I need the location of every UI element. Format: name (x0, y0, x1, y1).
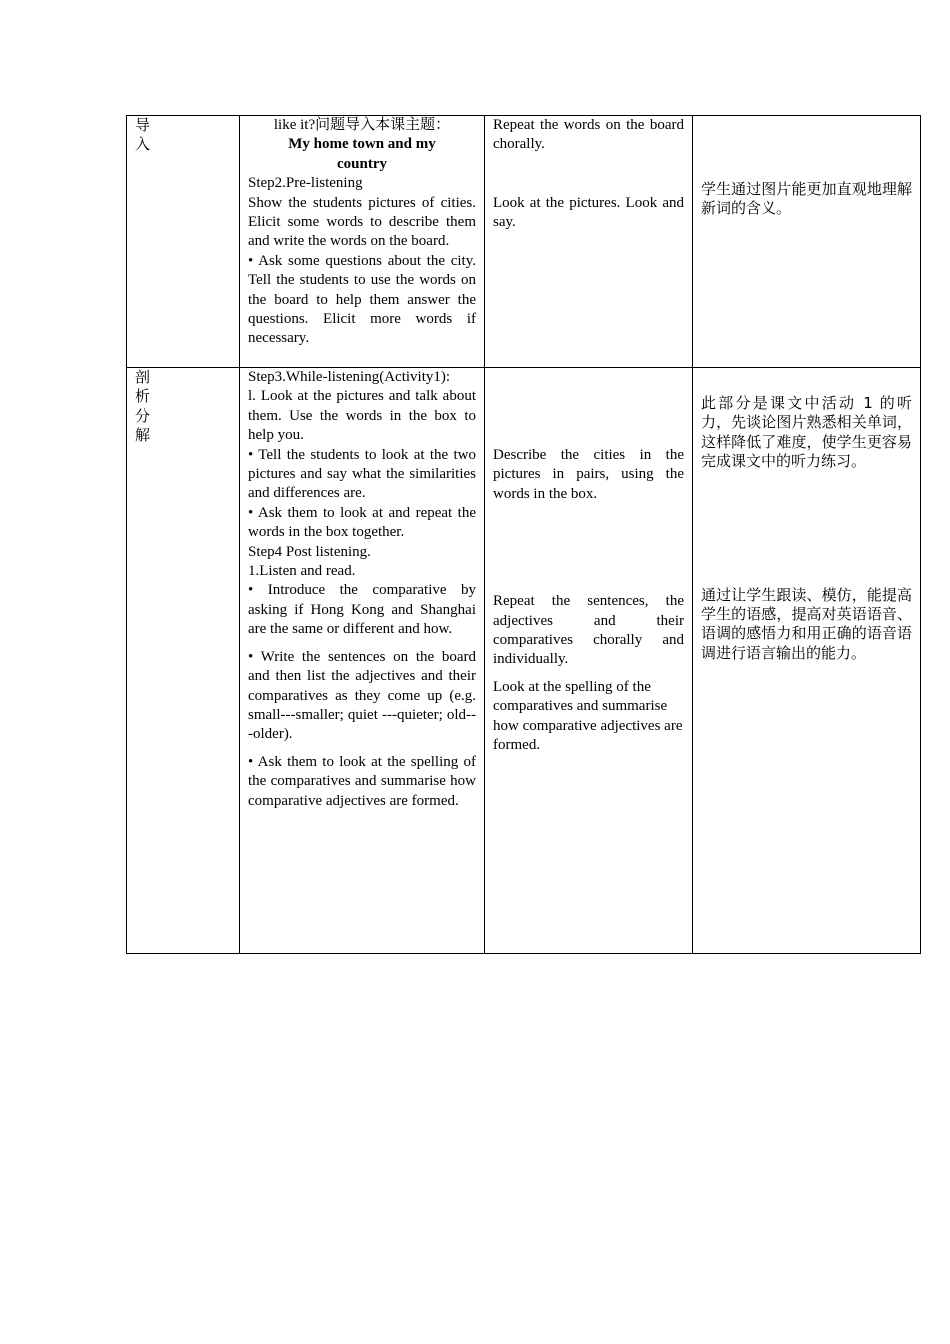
step-body: Show the students pictures of cities. Elicit some words to describe them and write the words on the board. (248, 194, 476, 250)
step-bullet: • Ask them to look at and repeat the words in the box together. (248, 504, 476, 541)
table-row (127, 368, 921, 954)
student-activity: Look at the pictures. Look and say. (493, 194, 684, 231)
topic-line: country (337, 155, 387, 172)
stage-cell (127, 368, 240, 954)
table-row (127, 116, 921, 368)
purpose-text: 通过让学生跟读、模仿，能提高学生的语感，提高对英语语音、语调的感悟力和用正确的语音语调进行语言输出的能力。 (701, 585, 912, 662)
step-title: Step3.While-listening(Activity1): (248, 369, 451, 385)
intro-line: like it?问题导入本课主题： (273, 117, 451, 133)
step-title: Step4 Post listening. (248, 543, 371, 560)
purpose-text: 此部分是课文中活动 1 的听力，先谈论图片熟悉相关单词，这样降低了难度，使学生更容易完成课文中的听力练习。 (701, 394, 912, 471)
stage-label: 剖析分解 (135, 368, 151, 445)
step-title: Step2.Pre-listening (248, 175, 363, 192)
purpose-cell (693, 368, 921, 954)
teacher-activity-cell (240, 116, 485, 368)
step-bullet: • Tell the students to look at the two pictures and say what the similarities and differences are. (248, 446, 476, 502)
student-activity: Repeat the words on the board chorally. (493, 117, 684, 153)
student-activity-cell (485, 368, 693, 954)
step-bullet: • Write the sentences on the board and then list the adjectives and their comparatives as they come up (e.g. small---smaller; quiet ---quieter; old---older). (248, 648, 476, 743)
student-activity: Look at the spelling of the comparatives and summarise how comparative adjectives are formed. (493, 678, 683, 754)
student-activity-cell (485, 116, 693, 368)
student-activity: Repeat the sentences, the adjectives and their comparatives chorally and individually. (493, 593, 684, 668)
step-bullet: • Introduce the comparative by asking if Hong Kong and Shanghai are the same or different and how. (248, 582, 476, 638)
stage-label: 导入 (135, 116, 151, 154)
stage-cell (127, 116, 240, 368)
teacher-activity-cell (240, 368, 485, 954)
step-bullet: • Ask some questions about the city. Tell the students to use the words on the board to help them answer the questions. Elicit more words if necessary. (248, 252, 476, 347)
lesson-plan-table (126, 115, 921, 954)
step-body: 1.Listen and read. (248, 563, 356, 580)
step-bullet: • Ask them to look at the spelling of the comparatives and summarise how comparative adjectives are formed. (248, 753, 476, 809)
purpose-cell (693, 116, 921, 368)
purpose-text: 学生通过图片能更加直观地理解新词的含义。 (701, 180, 912, 218)
student-activity: Describe the cities in the pictures in pairs, using the words in the box. (493, 447, 684, 502)
topic-line: My home town and my (288, 136, 436, 153)
step-body: l. Look at the pictures and talk about them. Use the words in the box to help you. (248, 388, 476, 444)
